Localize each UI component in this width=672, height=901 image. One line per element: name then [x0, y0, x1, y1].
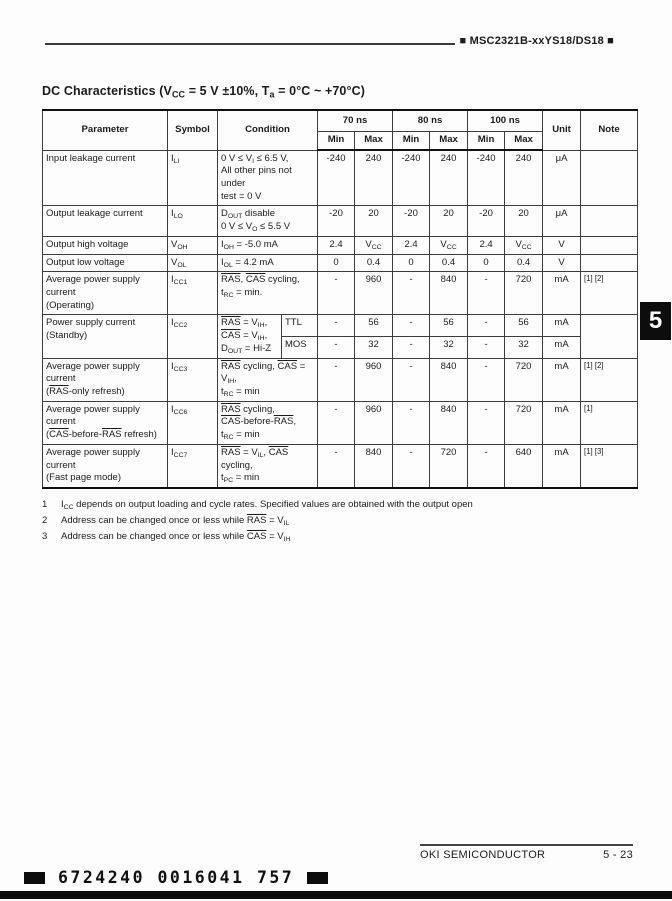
cell-unit: μA — [543, 150, 581, 206]
cell-value: -240 — [468, 150, 505, 206]
cell-symbol: $I_{LO}$ — [168, 206, 218, 236]
cell-value: $V_{CC}$ — [355, 236, 393, 254]
cell-condition: $\overline{RAS} = V_{IH}$, $\overline{CAS} = V_{IH}$, $D_{OUT} = Hi-Z$ — [218, 315, 282, 358]
cell-note — [581, 206, 638, 236]
cell-unit: mA — [543, 358, 581, 401]
cell-parameter: Average power supply current (Fast page mode) — [43, 444, 168, 488]
cell-value: 2.4 — [318, 236, 355, 254]
cell-parameter: Input leakage current — [43, 150, 168, 206]
col-header-max: Max — [430, 132, 468, 151]
cell-value: - — [468, 315, 505, 337]
footnote-text: $I_{CC}$ depends on output loading and cycle rates. Specified values are obtained with the output open — [61, 499, 473, 511]
cell-note: [1] [2] — [581, 272, 638, 315]
cell-condition: $I_{OL} = 4.2$ mA — [218, 254, 318, 272]
cell-symbol: $I_{CC2}$ — [168, 315, 218, 358]
cell-value: 960 — [355, 401, 393, 444]
cell-symbol: $I_{CC7}$ — [168, 444, 218, 488]
cell-value: 840 — [430, 401, 468, 444]
cell-value: $V_{CC}$ — [430, 236, 468, 254]
cell-note — [581, 150, 638, 206]
cell-condition: $D_{OUT}$ disable 0 $V \le V_O \le 5.5$ V — [218, 206, 318, 236]
cell-value: 20 — [355, 206, 393, 236]
cell-symbol: $I_{CC1}$ — [168, 272, 218, 315]
page-edge-bar — [0, 891, 672, 899]
cell-value: 720 — [505, 272, 543, 315]
cell-parameter: Average power supply current ($\overline{CAS}-before-\overline{RAS}$ refresh) — [43, 401, 168, 444]
cell-condition: $I_{OH} = -5.0$ mA — [218, 236, 318, 254]
header-rule — [45, 43, 455, 45]
cell-value: - — [393, 401, 430, 444]
cell-condition: $\overline{RAS}$, $\overline{CAS}$ cycling, $t_{RC} = \min$. — [218, 272, 318, 315]
cell-value: 56 — [430, 315, 468, 337]
dc-table-body — [43, 150, 638, 488]
cell-note — [581, 236, 638, 254]
cell-value: 720 — [505, 401, 543, 444]
cell-symbol: $V_{OL}$ — [168, 254, 218, 272]
table-row — [43, 358, 638, 401]
cell-value: 0.4 — [430, 254, 468, 272]
cell-unit: V — [543, 254, 581, 272]
cell-parameter: Power supply current (Standby) — [43, 315, 168, 358]
scan-mark-left — [24, 872, 45, 884]
cell-unit: mA — [543, 315, 581, 337]
cell-unit: mA — [543, 272, 581, 315]
table-row — [43, 272, 638, 315]
cell-note: [1] — [581, 401, 638, 444]
cell-value: - — [318, 444, 355, 488]
footnote-text: Address can be changed once or less while $\overline{RAS} = V_{IL}$ — [61, 514, 290, 527]
table-row — [43, 236, 638, 254]
table-row — [43, 401, 638, 444]
cell-condition-sublabel: TTL — [282, 315, 318, 337]
cell-note: [1] [2] — [581, 358, 638, 401]
cell-value: 20 — [430, 206, 468, 236]
cell-value: 240 — [355, 150, 393, 206]
cell-unit: μA — [543, 206, 581, 236]
cell-note: [1] [3] — [581, 444, 638, 488]
cell-value: 20 — [505, 206, 543, 236]
cell-symbol: $I_{CC6}$ — [168, 401, 218, 444]
cell-value: 640 — [505, 444, 543, 488]
cell-value: - — [318, 336, 355, 358]
col-header-max: Max — [505, 132, 543, 151]
col-header-80ns: 80 ns — [393, 110, 468, 132]
footer-rule — [420, 844, 633, 846]
cell-condition: $\overline{RAS}$ cycling, $\overline{CAS}-before-\overline{RAS}$, $t_{RC} = \min$ — [218, 401, 318, 444]
table-row — [43, 315, 638, 337]
cell-value: 2.4 — [468, 236, 505, 254]
cell-condition: 0 $V \le V_I \le 6.5$ V, All other pins not under test = 0 V — [218, 150, 318, 206]
cell-value: 2.4 — [393, 236, 430, 254]
dc-characteristics-table — [42, 109, 638, 489]
cell-value: - — [318, 401, 355, 444]
cell-value: - — [393, 336, 430, 358]
scan-code-digits: 6724240 0016041 757 — [58, 868, 295, 887]
footer-page-number: 5 - 23 — [603, 849, 633, 861]
cell-value: - — [318, 272, 355, 315]
cell-parameter: Average power supply current (Operating) — [43, 272, 168, 315]
document-header-title: ■ MSC2321B-xxYS18/DS18 ■ — [459, 35, 614, 47]
col-header-condition: Condition — [218, 110, 318, 150]
page-footer — [420, 849, 633, 861]
cell-value: $V_{CC}$ — [505, 236, 543, 254]
footnote — [42, 515, 638, 527]
footnote-number: 3 — [42, 530, 48, 542]
col-header-min: Min — [393, 132, 430, 151]
cell-value: 0.4 — [505, 254, 543, 272]
cell-condition: $\overline{RAS}$ cycling, $\overline{CAS} = V_{IH}$, $t_{RC} = \min$ — [218, 358, 318, 401]
table-row — [43, 150, 638, 206]
cell-value: 0.4 — [355, 254, 393, 272]
cell-value: 0 — [393, 254, 430, 272]
section-title: DC Characteristics ($V_{CC} = 5$ V ±10%, $T_a = 0^\circ C$ ~ +70°C) — [42, 84, 365, 100]
cell-note — [581, 315, 638, 358]
cell-parameter: Output high voltage — [43, 236, 168, 254]
cell-value: - — [318, 315, 355, 337]
cell-value: -20 — [393, 206, 430, 236]
cell-value: 32 — [430, 336, 468, 358]
cell-value: - — [468, 444, 505, 488]
table-row — [43, 444, 638, 488]
cell-note — [581, 254, 638, 272]
cell-unit: mA — [543, 336, 581, 358]
col-header-100ns: 100 ns — [468, 110, 543, 132]
cell-value: 56 — [355, 315, 393, 337]
cell-value: 56 — [505, 315, 543, 337]
cell-value: - — [468, 358, 505, 401]
cell-value: 840 — [430, 272, 468, 315]
scan-mark-right — [307, 872, 328, 884]
cell-value: 240 — [505, 150, 543, 206]
cell-value: -240 — [393, 150, 430, 206]
footnote — [42, 531, 638, 543]
cell-value: 32 — [505, 336, 543, 358]
cell-value: - — [468, 401, 505, 444]
cell-unit: V — [543, 236, 581, 254]
footer-company: OKI SEMICONDUCTOR — [420, 849, 546, 861]
col-header-note: Note — [581, 110, 638, 150]
col-header-symbol: Symbol — [168, 110, 218, 150]
col-header-unit: Unit — [543, 110, 581, 150]
cell-condition: $\overline{RAS} = V_{IL}$, $\overline{CAS}$ cycling, $t_{PC} = \min$ — [218, 444, 318, 488]
cell-parameter: Output leakage current — [43, 206, 168, 236]
cell-condition-sublabel: MOS — [282, 336, 318, 358]
cell-value: -20 — [468, 206, 505, 236]
page-body — [42, 84, 638, 547]
cell-value: 32 — [355, 336, 393, 358]
col-header-max: Max — [355, 132, 393, 151]
cell-parameter: Output low voltage — [43, 254, 168, 272]
cell-value: 840 — [355, 444, 393, 488]
cell-value: 0 — [468, 254, 505, 272]
cell-value: 0 — [318, 254, 355, 272]
footnote-text: Address can be changed once or less while $\overline{CAS} = V_{IH}$ — [61, 530, 291, 543]
cell-value: 960 — [355, 358, 393, 401]
cell-value: 240 — [430, 150, 468, 206]
cell-symbol: $I_{CC3}$ — [168, 358, 218, 401]
scan-code-line — [24, 868, 328, 887]
col-header-parameter: Parameter — [43, 110, 168, 150]
cell-value: -240 — [318, 150, 355, 206]
cell-value: - — [468, 336, 505, 358]
cell-value: - — [393, 358, 430, 401]
table-header — [43, 110, 638, 150]
cell-value: - — [393, 315, 430, 337]
col-header-min: Min — [318, 132, 355, 151]
cell-value: - — [393, 272, 430, 315]
table-row — [43, 206, 638, 236]
cell-unit: mA — [543, 444, 581, 488]
cell-value: 720 — [430, 444, 468, 488]
col-header-70ns: 70 ns — [318, 110, 393, 132]
cell-unit: mA — [543, 401, 581, 444]
cell-value: - — [393, 444, 430, 488]
cell-parameter: Average power supply current ($\overline{RAS}$-only refresh) — [43, 358, 168, 401]
cell-value: - — [468, 272, 505, 315]
col-header-min: Min — [468, 132, 505, 151]
cell-value: -20 — [318, 206, 355, 236]
footnote — [42, 499, 638, 511]
table-row — [43, 254, 638, 272]
cell-symbol: $V_{OH}$ — [168, 236, 218, 254]
footnote-number: 2 — [42, 514, 48, 526]
cell-symbol: $I_{LI}$ — [168, 150, 218, 206]
footnote-number: 1 — [42, 499, 48, 511]
cell-value: 720 — [505, 358, 543, 401]
chapter-tab: 5 — [640, 302, 671, 340]
cell-value: - — [318, 358, 355, 401]
cell-value: 840 — [430, 358, 468, 401]
cell-value: 960 — [355, 272, 393, 315]
footnotes — [42, 499, 638, 543]
